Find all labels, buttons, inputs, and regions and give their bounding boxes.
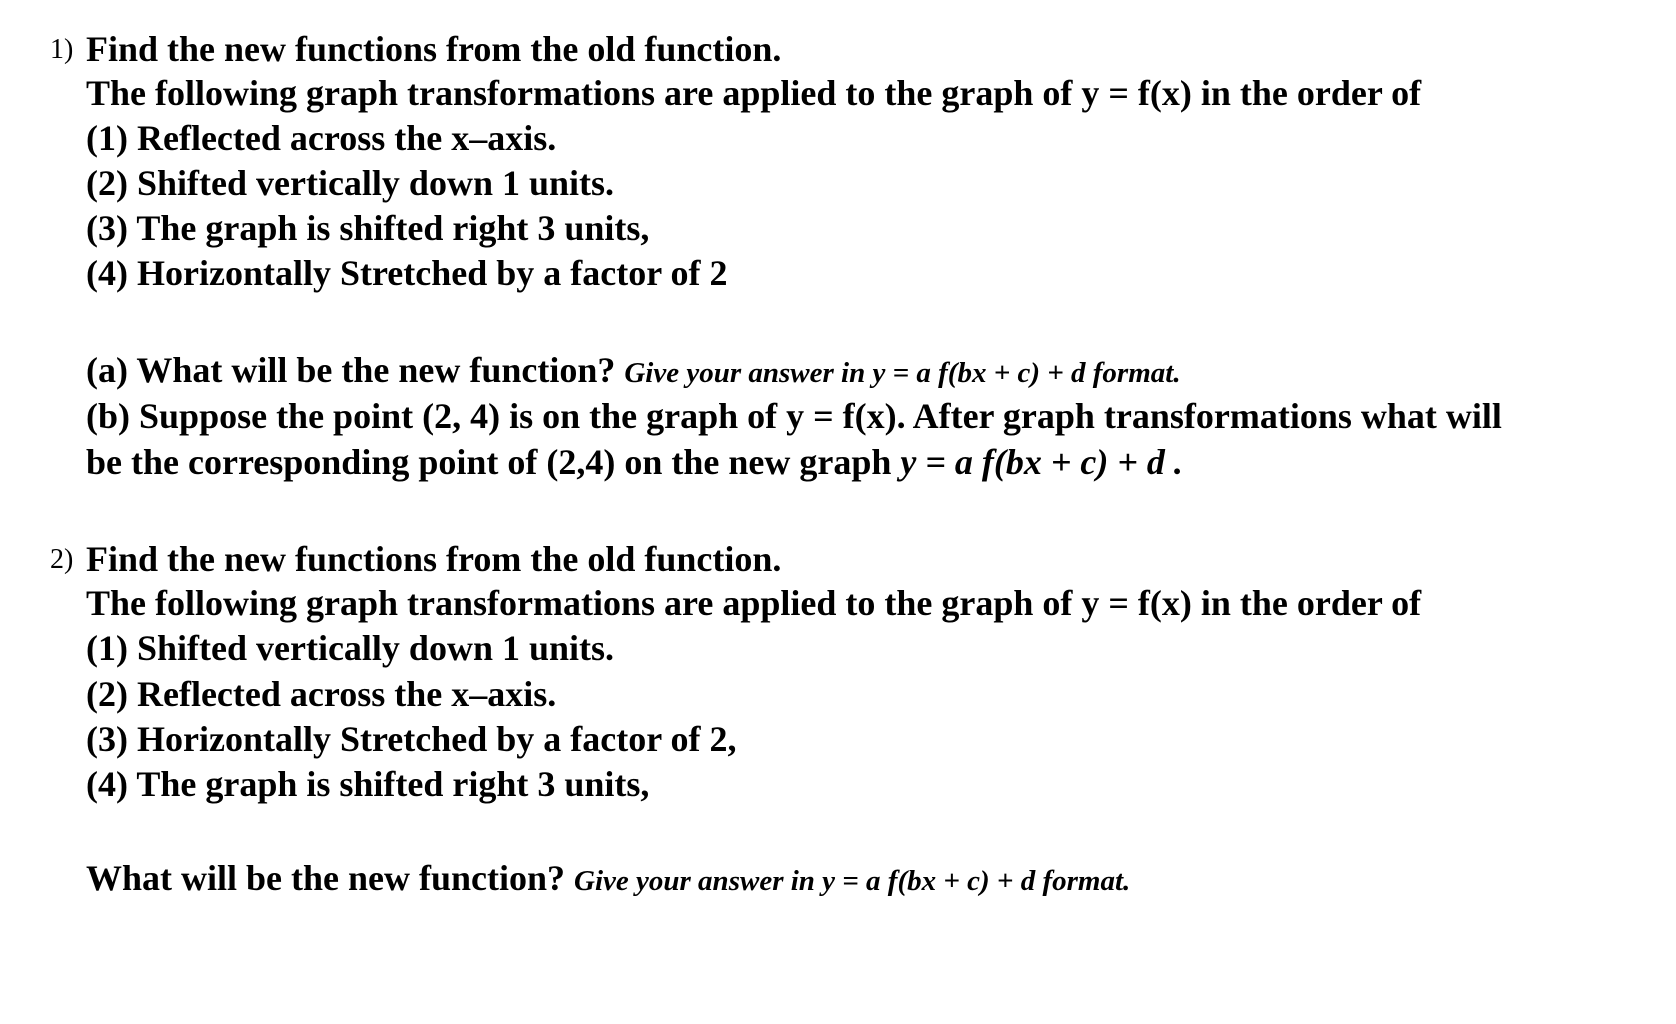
- part-a: [86, 349, 1181, 391]
- step-4: (4) The graph is shifted right 3 units,: [86, 764, 650, 804]
- question-text: What will be the new function?: [86, 858, 566, 898]
- step-2: (2) Shifted vertically down 1 units.: [86, 163, 615, 203]
- step-1: (1) Reflected across the x–axis.: [86, 118, 557, 158]
- step-1: (1) Shifted vertically down 1 units.: [86, 628, 615, 668]
- part-b-line-1: (b) Suppose the point (2, 4) is on the graph of y = f(x). After graph transformations what will: [86, 396, 1502, 436]
- step-2: (2) Reflected across the x–axis.: [86, 674, 557, 714]
- part-b-line-2-text: be the corresponding point of (2,4) on the new graph: [86, 442, 892, 482]
- step-4: (4) Horizontally Stretched by a factor of 2: [86, 253, 728, 293]
- problem-title: Find the new functions from the old function.: [86, 539, 782, 579]
- step-3: (3) Horizontally Stretched by a factor of 2,: [86, 719, 737, 759]
- part-a-format-note: Give your answer in y = a f(bx + c) + d format.: [624, 357, 1181, 389]
- problem-intro: The following graph transformations are applied to the graph of y = f(x) in the order of: [86, 73, 1422, 113]
- problem-number: 2): [50, 544, 74, 575]
- part-a-question: (a) What will be the new function?: [86, 350, 616, 390]
- part-b-line-2: [86, 441, 1183, 483]
- problem-number: 1): [50, 34, 74, 65]
- format-note: Give your answer in y = a f(bx + c) + d format.: [574, 865, 1131, 897]
- problem-intro: The following graph transformations are applied to the graph of y = f(x) in the order of: [86, 583, 1422, 623]
- problem-title: Find the new functions from the old function.: [86, 29, 782, 69]
- question: [86, 857, 1130, 899]
- part-b-line-2-equation: y = a f(bx + c) + d .: [900, 442, 1183, 482]
- step-3: (3) The graph is shifted right 3 units,: [86, 208, 650, 248]
